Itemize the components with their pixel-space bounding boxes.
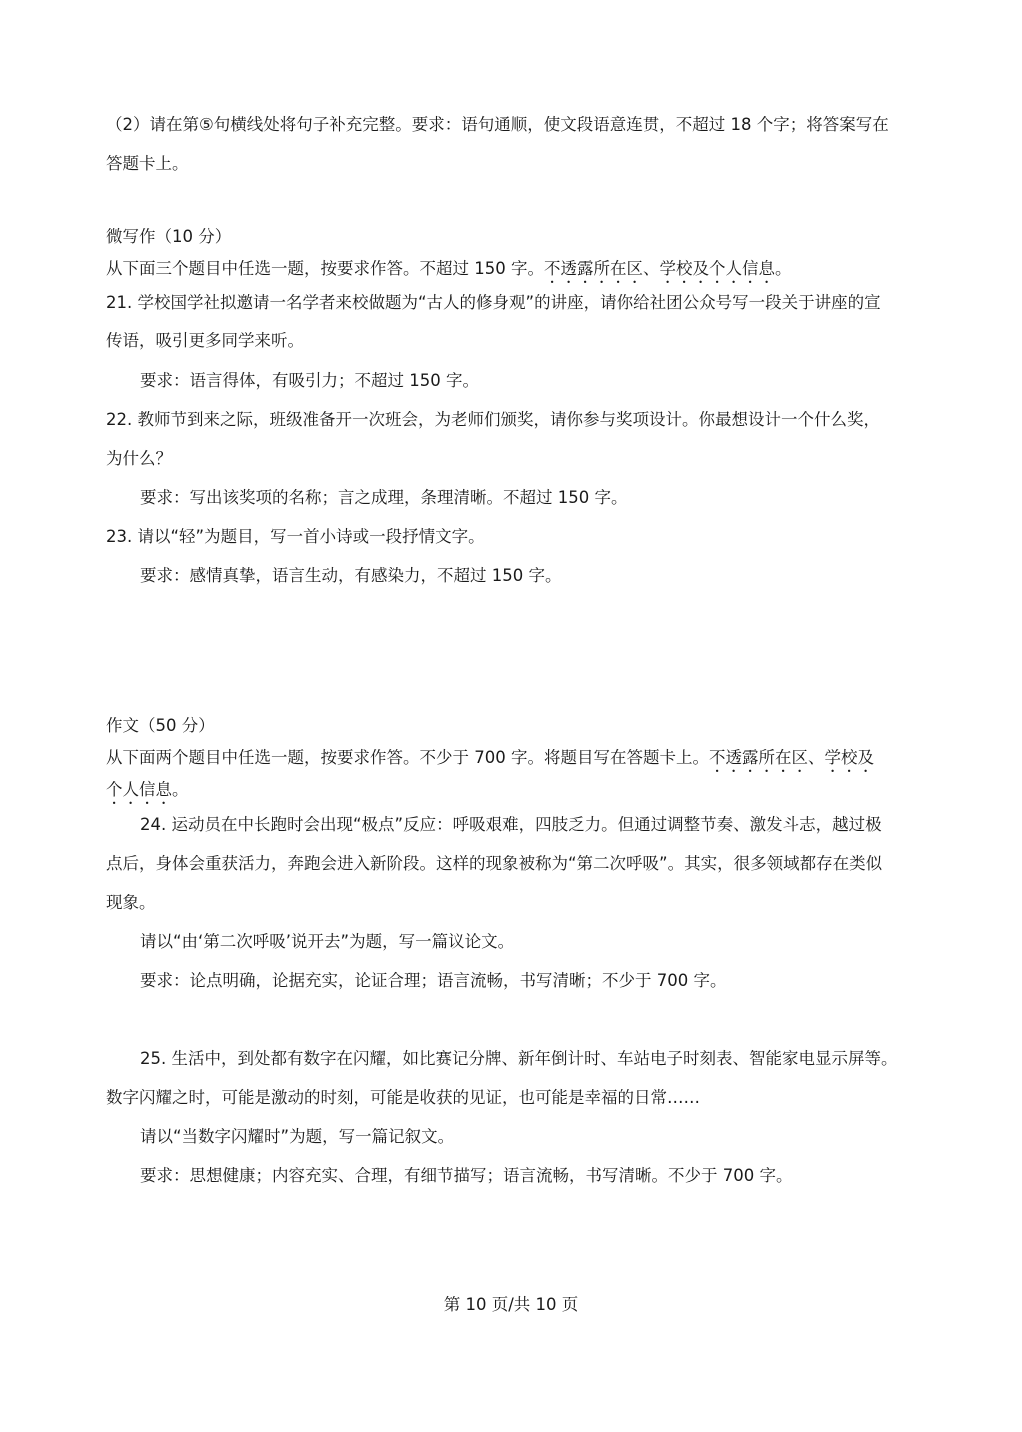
q22-line-1: 22. 教师节到来之际，班级准备开一次班会，为老师们颁奖，请你参与奖项设计。你最想设计一个什么奖， (106, 410, 880, 429)
q2-line-1: （2）请在第⑤句横线处将句子补充完整。要求：语句通顺，使文段语意连贯，不超过 18 个字；将答案写在 (106, 115, 889, 134)
micro-writing-heading: 微写作（10 分） (106, 227, 232, 246)
page-number: 第 10 页/共 10 页 (443, 1295, 579, 1314)
q21-line-2: 传语，吸引更多同学来听。 (106, 331, 304, 350)
q22-line-2: 为什么？ (106, 449, 172, 468)
q24-line-3: 现象。 (106, 893, 156, 912)
q25-prompt: 请以“当数字闪耀时”为题，写一篇记叙文。 (140, 1127, 455, 1146)
micro-writing-instruction-main: 从下面三个题目中任选一题，按要求作答。不超过 150 字。 (106, 259, 544, 278)
micro-writing-instruction-end: 。 (774, 259, 792, 278)
essay-instruction-end: 。 (172, 780, 189, 799)
q24-requirement: 要求：论点明确，论据充实，论证合理；语言流畅，书写清晰；不少于 700 字。 (140, 971, 727, 990)
q21-line-1: 21. 学校国学社拟邀请一名学者来校做题为“古人的修身观”的讲座，请你给社团公众号写一段关于讲座的宣 (106, 293, 881, 312)
q23-requirement: 要求：感情真挚，语言生动，有感染力，不超过 150 字。 (140, 566, 562, 585)
essay-heading: 作文（50 分） (106, 716, 215, 735)
micro-writing-instruction (106, 258, 791, 287)
q24-line-2: 点后，身体会重获活力，奔跑会进入新阶段。这样的现象被称为“第二次呼吸”。其实，很多领域都存在类似 (106, 854, 883, 873)
essay-instruction-dotted-1: 不透露所在区、学校及 (708, 748, 874, 767)
q23-line-1: 23. 请以“轻”为题目，写一首小诗或一段抒情文字。 (106, 527, 485, 546)
q25-line-2: 数字闪耀之时，可能是激动的时刻，可能是收获的见证，也可能是幸福的日常…… (106, 1088, 700, 1107)
q24-line-1: 24. 运动员在中长跑时会出现“极点”反应：呼吸艰难，四肢乏力。但通过调整节奏、激发斗志，越过极 (140, 815, 882, 834)
q25-requirement: 要求：思想健康；内容充实、合理，有细节描写；语言流畅，书写清晰。不少于 700 字。 (140, 1166, 793, 1185)
q22-requirement: 要求：写出该奖项的名称；言之成理，条理清晰。不超过 150 字。 (140, 488, 628, 507)
q25-line-1: 25. 生活中，到处都有数字在闪耀，如比赛记分牌、新年倒计时、车站电子时刻表、智能家电显示屏等。 (140, 1049, 898, 1068)
essay-instruction-line-1 (106, 747, 874, 776)
essay-instruction-main: 从下面两个题目中任选一题，按要求作答。不少于 700 字。将题目写在答题卡上。 (106, 748, 709, 767)
essay-instruction-dotted-2: 个人信息 (106, 780, 172, 799)
q24-prompt: 请以“由‘第二次呼吸’说开去”为题，写一篇议论文。 (140, 932, 515, 951)
essay-instruction-line-2 (106, 779, 189, 808)
micro-writing-instruction-dotted: 不透露所在区、学校及个人信息 (543, 259, 775, 278)
q2-line-2: 答题卡上。 (106, 154, 189, 173)
q21-requirement: 要求：语言得体，有吸引力；不超过 150 字。 (140, 371, 479, 390)
